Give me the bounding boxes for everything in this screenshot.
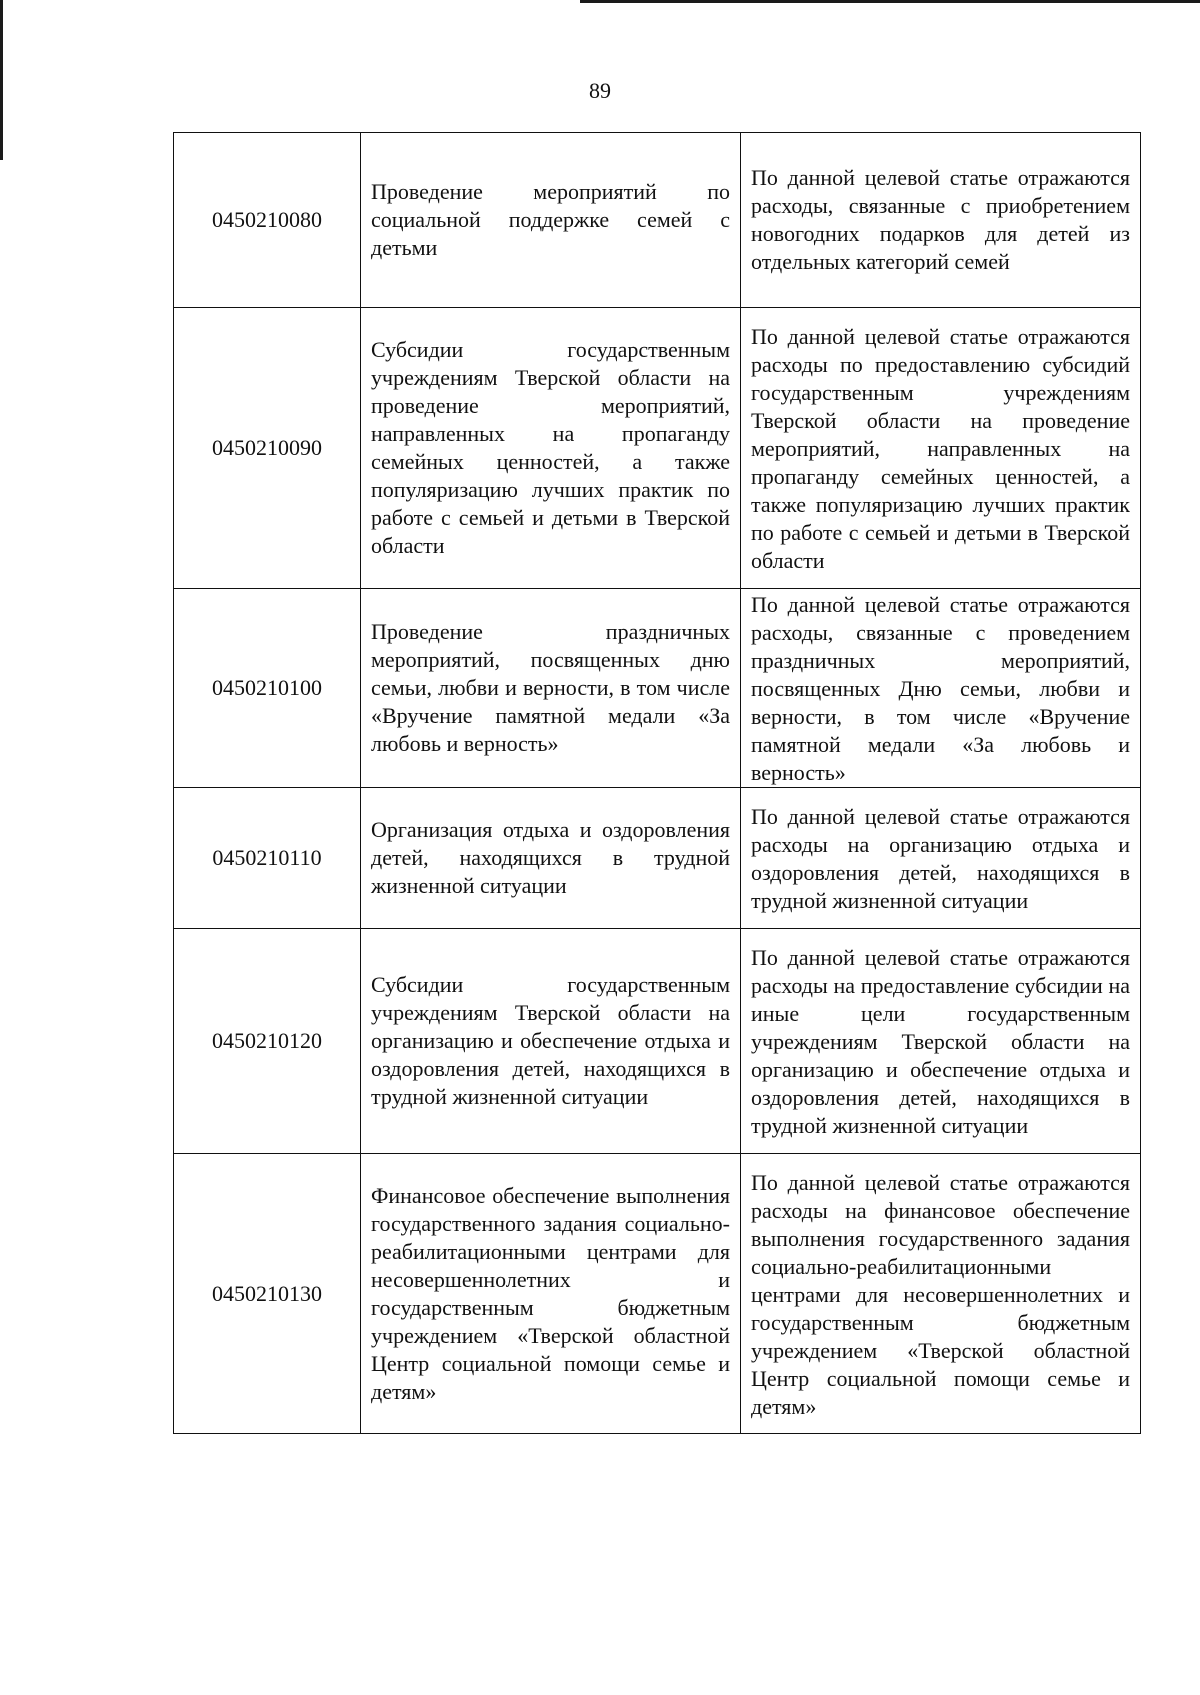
target-article-name: Проведение мероприятий по социальной поддержке семей с детьми (361, 133, 741, 308)
table-row (174, 788, 1141, 929)
target-article-description: По данной целевой статье отражаются расходы, связанные с проведением праздничных мероприятий, посвященных Дню семьи, любви и верности, в том числе «Вручение памятной медали «За любовь и верность» (741, 589, 1141, 788)
table-row (174, 133, 1141, 308)
target-article-code: 0450210100 (174, 589, 361, 788)
target-article-name: Субсидии государственным учреждениям Тверской области на организацию и обеспечение отдыха и оздоровления детей, находящихся в трудной жизненной ситуации (361, 929, 741, 1154)
scan-edge-top (580, 0, 1200, 3)
target-article-code: 0450210120 (174, 929, 361, 1154)
table-row (174, 929, 1141, 1154)
target-article-description: По данной целевой статье отражаются расходы по предоставлению субсидий государственным учреждениям Тверской области на проведение мероприятий, направленных на пропаганду семейных ценностей, а также популяризацию лучших практик по работе с семьей и детьми в Тверской области (741, 308, 1141, 589)
target-article-name: Организация отдыха и оздоровления детей, находящихся в трудной жизненной ситуации (361, 788, 741, 929)
target-article-name: Субсидии государственным учреждениям Тверской области на проведение мероприятий, направленных на пропаганду семейных ценностей, а также популяризацию лучших практик по работе с семьей и детьми в Тверской области (361, 308, 741, 589)
target-article-code: 0450210130 (174, 1154, 361, 1434)
target-article-name: Проведение праздничных мероприятий, посвященных дню семьи, любви и верности, в том числе «Вручение памятной медали «За любовь и верность» (361, 589, 741, 788)
table-row (174, 308, 1141, 589)
page-number: 89 (589, 78, 611, 103)
budget-classification-table (173, 132, 1141, 1434)
target-article-description: По данной целевой статье отражаются расходы на предоставление субсидии на иные цели государственным учреждениям Тверской области на организацию и обеспечение отдыха и оздоровления детей, находящихся в трудной жизненной ситуации (741, 929, 1141, 1154)
target-article-description: По данной целевой статье отражаются расходы на организацию отдыха и оздоровления детей, находящихся в трудной жизненной ситуации (741, 788, 1141, 929)
target-article-description: По данной целевой статье отражаются расходы, связанные с приобретением новогодних подарков для детей из отдельных категорий семей (741, 133, 1141, 308)
target-article-code: 0450210090 (174, 308, 361, 589)
target-article-code: 0450210110 (174, 788, 361, 929)
table-row (174, 589, 1141, 788)
target-article-name: Финансовое обеспечение выполнения государственного задания социально-реабилитационными центрами для несовершеннолетних и государственным бюджетным учреждением «Тверской областной Центр социальной помощи семье и детям» (361, 1154, 741, 1434)
target-article-description: По данной целевой статье отражаются расходы на финансовое обеспечение выполнения государственного задания социально-реабилитационными центрами для несовершеннолетних и государственным бюджетным учреждением «Тверской областной Центр социальной помощи семье и детям» (741, 1154, 1141, 1434)
target-article-code: 0450210080 (174, 133, 361, 308)
table-row (174, 1154, 1141, 1434)
